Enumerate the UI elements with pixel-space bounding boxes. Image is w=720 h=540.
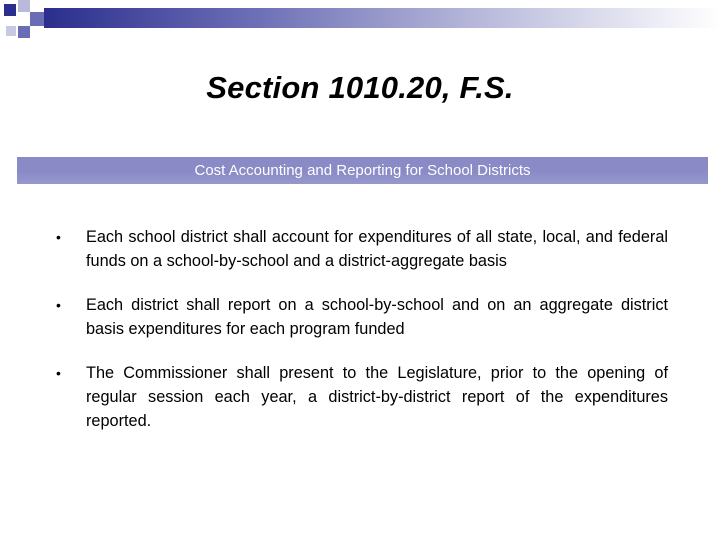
bullet-dot-icon: • [56, 229, 61, 245]
decor-square [18, 26, 30, 38]
bullet-item [56, 293, 668, 341]
header-gradient-bar [44, 8, 720, 28]
bullet-text: The Commissioner shall present to the Legislature, prior to the opening of regular session each year, a district-by-district report of the expenditures reported. [86, 364, 668, 430]
bullet-item [56, 225, 668, 273]
slide-subtitle: Cost Accounting and Reporting for School Districts [194, 162, 531, 179]
bullet-list [56, 225, 668, 453]
decor-square [18, 0, 30, 12]
slide-title: Section 1010.20, F.S. [206, 70, 514, 105]
subtitle-band [17, 157, 708, 184]
header-decoration [0, 0, 720, 46]
bullet-dot-icon: • [56, 365, 61, 381]
bullet-text: Each school district shall account for expenditures of all state, local, and federal funds on a school-by-school and a district-aggregate basis [86, 228, 668, 270]
bullet-dot-icon: • [56, 297, 61, 313]
decor-square [6, 26, 16, 36]
decor-square [30, 12, 44, 26]
bullet-item [56, 361, 668, 433]
decor-square [4, 4, 16, 16]
bullet-text: Each district shall report on a school-by-school and on an aggregate district basis expenditures for each program funded [86, 296, 668, 338]
